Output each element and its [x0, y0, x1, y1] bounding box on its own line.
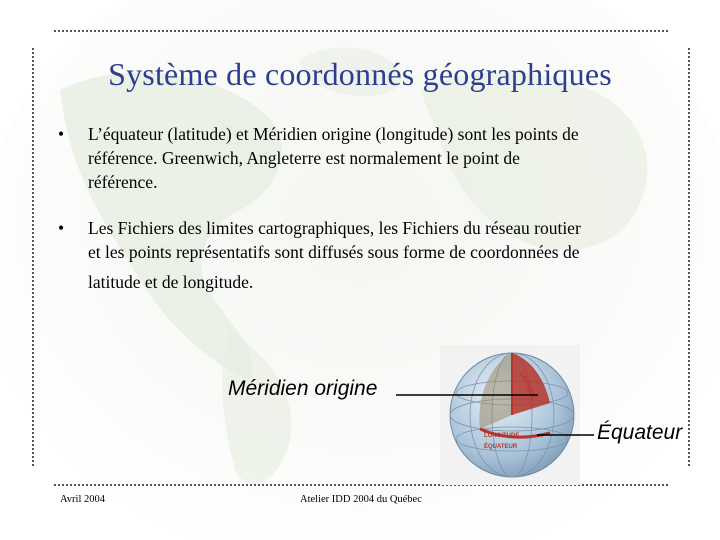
meridien-label: Méridien origine — [228, 377, 378, 400]
bullet-line: référence. — [88, 172, 158, 192]
bullet-marker: • — [58, 124, 65, 144]
right-rule — [688, 48, 690, 466]
footer-event: Atelier IDD 2004 du Québec — [300, 494, 422, 505]
slide-title: Système de coordonnés géographiques — [108, 56, 612, 92]
bullet-item — [58, 122, 668, 194]
globe-diagram — [440, 345, 580, 485]
bullet-list — [58, 122, 668, 294]
bullet-line: latitude et de longitude. — [88, 272, 254, 292]
top-rule — [54, 30, 668, 32]
globe-equateur-text: ÉQUATEUR — [484, 444, 518, 450]
bullet-line: Les Fichiers des limites cartographiques, les Fichiers du réseau routier — [88, 218, 581, 238]
globe-longitude-text: LONGITUDE — [484, 433, 520, 439]
globe-latitude-text: LATITUDE — [518, 371, 536, 401]
bullet-line: référence. Greenwich, Angleterre est normalement le point de — [88, 148, 520, 168]
bullet-item — [58, 216, 668, 294]
bullet-line: L’équateur (latitude) et Méridien origine (longitude) sont les points de — [88, 124, 579, 144]
bullet-line: et les points représentatifs sont diffusés sous forme de coordonnées de — [88, 242, 580, 262]
equateur-label: Équateur — [597, 421, 683, 444]
footer-date: Avril 2004 — [60, 494, 106, 505]
bullet-marker: • — [58, 218, 65, 238]
left-rule — [32, 48, 34, 466]
